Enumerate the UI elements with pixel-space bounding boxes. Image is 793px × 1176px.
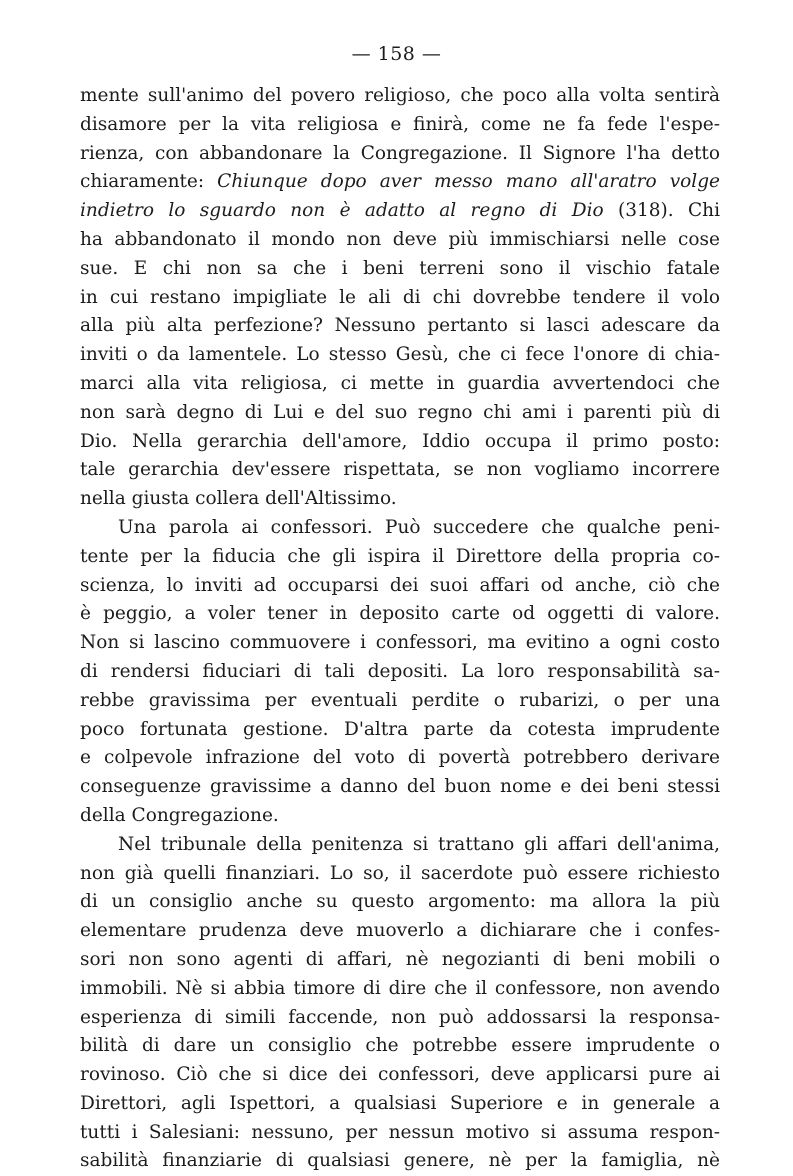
text-span: mente sull'animo del povero religioso, che poco alla volta sentirà bbox=[80, 85, 720, 106]
text-line bbox=[80, 687, 720, 716]
text-line bbox=[80, 831, 720, 860]
text-span: poco fortunata gestione. D'altra parte da cotesta imprudente bbox=[80, 718, 720, 740]
text-line bbox=[80, 312, 720, 341]
text-line bbox=[80, 399, 720, 428]
text-line bbox=[80, 255, 720, 284]
text-line bbox=[80, 514, 720, 543]
text-line bbox=[80, 946, 720, 975]
text-line bbox=[80, 485, 720, 514]
text-span: Nel tribunale della penitenza si trattano gli affari dell'anima, bbox=[118, 833, 720, 855]
text-line bbox=[80, 226, 720, 255]
text-span: tutti i Salesiani: nessuno, per nessun motivo si assuma respon- bbox=[80, 1121, 720, 1143]
text-span: immobili. Nè si abbia timore di dire che il confessore, non avendo bbox=[80, 977, 720, 999]
text-span: Una parola ai confessori. Può succedere che qualche peni- bbox=[118, 516, 720, 538]
text-span: non già quelli finanziari. Lo so, il sacerdote può essere richiesto bbox=[80, 862, 720, 884]
text-line bbox=[80, 111, 720, 140]
text-line bbox=[80, 975, 720, 1004]
text-span: chiaramente: bbox=[80, 171, 218, 193]
text-span: (318). Chi bbox=[603, 200, 720, 222]
text-span: alla più alta perfezione? Nessuno pertanto si lasci adescare da bbox=[80, 315, 720, 337]
text-span: Dio. Nella gerarchia dell'amore, Iddio occupa il primo posto: bbox=[80, 430, 720, 452]
text-span: elementare prudenza deve muoverlo a dichiarare che i confes- bbox=[80, 920, 720, 942]
text-span: tente per la fiducia che gli ispira il Direttore della propria co- bbox=[80, 545, 720, 567]
text-span: Non si lascino commuovere i confessori, ma evitino a ogni costo bbox=[80, 632, 720, 654]
text-line bbox=[80, 370, 720, 399]
text-line bbox=[80, 341, 720, 370]
text-line bbox=[80, 773, 720, 802]
text-span: ha abbandonato il mondo non deve più immischiarsi nelle cose bbox=[80, 228, 720, 250]
text-line bbox=[80, 197, 720, 226]
body-text bbox=[80, 82, 720, 1176]
text-line bbox=[80, 284, 720, 313]
page-number: — 158 — bbox=[351, 43, 442, 65]
text-line bbox=[80, 888, 720, 917]
text-span: disamore per la vita religiosa e finirà, come ne fa fede l'espe- bbox=[80, 113, 720, 135]
text-line bbox=[80, 572, 720, 601]
text-span: rienza, con abbandonare la Congregazione. Il Signore l'ha detto bbox=[80, 142, 720, 164]
text-span: non sarà degno di Lui e del suo regno chi ami i parenti più di bbox=[80, 401, 720, 423]
text-span: marci alla vita religiosa, ci mette in guardia avvertendoci che bbox=[80, 372, 720, 394]
text-span: della Congregazione. bbox=[80, 804, 279, 826]
text-span: rovinoso. Ciò che si dice dei confessori, deve applicarsi pure ai bbox=[80, 1064, 720, 1086]
text-line bbox=[80, 1119, 720, 1148]
text-span: conseguenze gravissime a danno del buon nome e dei beni stessi bbox=[80, 776, 720, 798]
text-span: sori non sono agenti di affari, nè negozianti di beni mobili o bbox=[80, 948, 720, 970]
italic-quote: indietro lo sguardo non è adatto al regno di Dio bbox=[80, 200, 604, 222]
text-line bbox=[80, 917, 720, 946]
text-line bbox=[80, 629, 720, 658]
text-span: bilità di dare un consiglio che potrebbe essere imprudente o bbox=[80, 1035, 720, 1057]
text-line bbox=[80, 1090, 720, 1119]
text-line bbox=[80, 1147, 720, 1176]
text-span: nella giusta collera dell'Altissimo. bbox=[80, 488, 397, 510]
text-line bbox=[80, 543, 720, 572]
text-line bbox=[80, 428, 720, 457]
text-line bbox=[80, 600, 720, 629]
text-line bbox=[80, 1004, 720, 1033]
text-line bbox=[80, 1061, 720, 1090]
text-line bbox=[80, 140, 720, 169]
text-span: inviti o da lamentele. Lo stesso Gesù, che ci fece l'onore di chia- bbox=[80, 344, 720, 366]
text-line bbox=[80, 1032, 720, 1061]
text-span: in cui restano impigliate le ali di chi dovrebbe tendere il volo bbox=[80, 286, 720, 308]
text-span: sue. E chi non sa che i beni terreni sono il vischio fatale bbox=[80, 257, 720, 279]
text-line bbox=[80, 802, 720, 831]
text-span: tale gerarchia dev'essere rispettata, se non vogliamo incorrere bbox=[80, 459, 720, 481]
text-line bbox=[80, 456, 720, 485]
text-line bbox=[80, 658, 720, 687]
text-span: esperienza di simili faccende, non può addossarsi la responsa- bbox=[80, 1006, 720, 1028]
text-line bbox=[80, 860, 720, 889]
text-span: e colpevole infrazione del voto di povertà potrebbero derivare bbox=[80, 747, 720, 769]
text-line bbox=[80, 744, 720, 773]
text-span: Direttori, agli Ispettori, a qualsiasi Superiore e in generale a bbox=[80, 1092, 720, 1114]
text-line bbox=[80, 82, 720, 111]
text-span: scienza, lo inviti ad occuparsi dei suoi affari od anche, ciò che bbox=[80, 574, 720, 596]
italic-quote: Chiunque dopo aver messo mano all'aratro volge bbox=[217, 171, 720, 193]
text-span: sabilità finanziarie di qualsiasi genere, nè per la famiglia, nè bbox=[80, 1150, 720, 1172]
text-span: di un consiglio anche su questo argomento: ma allora la più bbox=[80, 891, 720, 913]
text-span: è peggio, a voler tener in deposito carte od oggetti di valore. bbox=[80, 603, 720, 625]
text-span: rebbe gravissima per eventuali perdite o rubarizi, o per una bbox=[80, 689, 720, 711]
text-span: di rendersi fiduciari di tali depositi. La loro responsabilità sa- bbox=[80, 660, 720, 682]
text-line bbox=[80, 168, 720, 197]
text-line bbox=[80, 716, 720, 745]
